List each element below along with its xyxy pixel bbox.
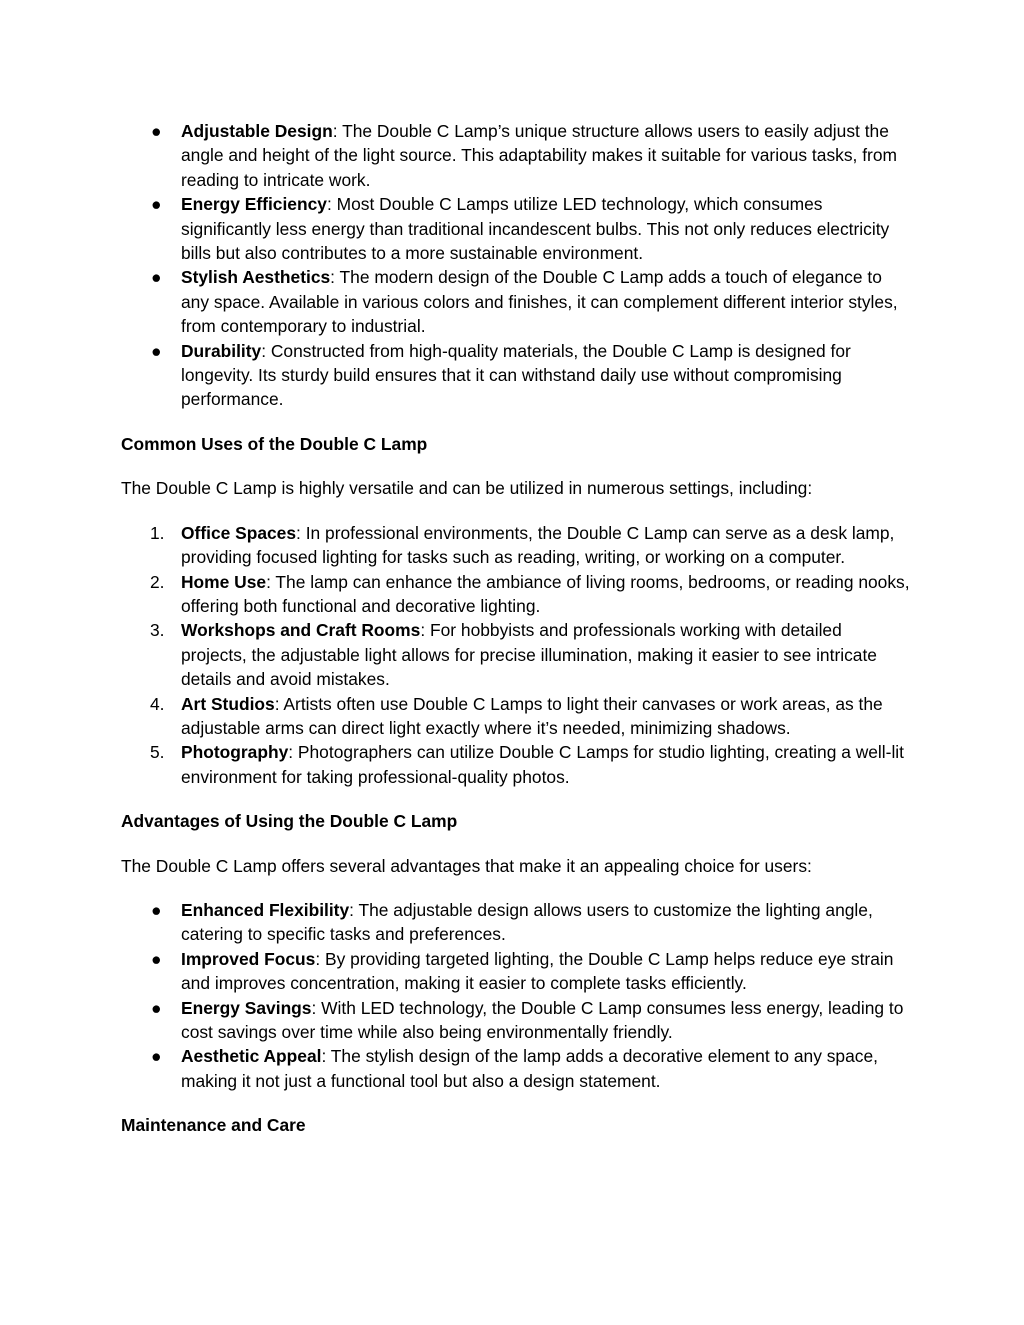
advantages-intro: The Double C Lamp offers several advantages that make it an appealing choice for users: <box>121 855 812 876</box>
item-text: : By providing targeted lighting, the Double C Lamp helps reduce eye strain and improves concentration, making it easier to complete tasks efficiently. <box>181 948 894 994</box>
item-text: : For hobbyists and professionals working with detailed projects, the adjustable light allows for precise illumination, making it easier to see intricate details and avoid mistakes. <box>181 620 877 690</box>
item-text: : The Double C Lamp’s unique structure allows users to easily adjust the angle and height of the light source. This adaptability makes it suitable for various tasks, from reading to intricate work. <box>181 121 897 190</box>
section-heading-maintenance: Maintenance and Care <box>121 1115 306 1136</box>
list-item <box>121 996 911 1045</box>
item-title: Energy Savings <box>181 997 312 1018</box>
item-text: : Photographers can utilize Double C Lamps for studio lighting, creating a well-lit environment for taking professional-quality photos. <box>181 742 905 787</box>
list-item <box>121 339 911 412</box>
bullet-icon: ● <box>151 948 162 969</box>
list-number: 3. <box>150 620 165 641</box>
list-item <box>121 119 911 192</box>
uses-intro: The Double C Lamp is highly versatile and can be utilized in numerous settings, including: <box>121 478 813 499</box>
item-title: Improved Focus <box>181 948 316 969</box>
features-list <box>121 119 911 412</box>
item-title: Enhanced Flexibility <box>181 899 350 920</box>
section-heading-advantages: Advantages of Using the Double C Lamp <box>121 811 458 832</box>
item-title: Adjustable Design <box>181 121 333 141</box>
list-number: 2. <box>150 571 165 592</box>
bullet-icon: ● <box>151 899 162 920</box>
list-number: 5. <box>150 742 165 763</box>
item-text: : In professional environments, the Double C Lamp can serve as a desk lamp, providing focused lighting for tasks such as reading, writing, or working on a computer. <box>181 522 895 568</box>
bullet-icon: ● <box>151 1046 162 1067</box>
item-text: : The lamp can enhance the ambiance of living rooms, bedrooms, or reading nooks, offering both functional and decorative lighting. <box>181 571 910 616</box>
item-text: : Most Double C Lamps utilize LED technology, which consumes significantly less energy than traditional incandescent bulbs. This not only reduces electricity bills but also contributes to a more sustainable environment. <box>181 194 890 264</box>
item-title: Stylish Aesthetics <box>181 267 331 288</box>
section-heading-uses: Common Uses of the Double C Lamp <box>121 433 428 454</box>
uses-list <box>121 521 911 789</box>
list-item <box>121 265 911 338</box>
item-text: : Constructed from high-quality materials, the Double C Lamp is designed for longevity. Its sturdy build ensures that it can withstand daily use without compromising performance. <box>181 340 851 410</box>
bullet-icon: ● <box>151 267 162 288</box>
bullet-icon: ● <box>151 121 162 141</box>
list-item <box>121 521 911 570</box>
list-item <box>121 618 911 691</box>
list-item <box>121 740 911 789</box>
bullet-icon: ● <box>151 194 162 215</box>
item-title: Office Spaces <box>181 522 297 543</box>
item-text: : The stylish design of the lamp adds a decorative element to any space, making it not just a functional tool but also a design statement. <box>181 1046 878 1091</box>
list-item <box>121 1044 911 1093</box>
list-item <box>121 692 911 741</box>
item-title: Durability <box>181 340 262 361</box>
item-title: Home Use <box>181 571 267 592</box>
item-title: Photography <box>181 742 289 763</box>
item-text: : Artists often use Double C Lamps to light their canvases or work areas, as the adjustable arms can direct light exactly where it’s needed, minimizing shadows. <box>181 693 883 738</box>
item-title: Energy Efficiency <box>181 194 327 215</box>
item-title: Workshops and Craft Rooms <box>181 620 421 641</box>
list-item <box>121 570 911 619</box>
item-title: Art Studios <box>181 693 275 714</box>
item-text: : The adjustable design allows users to customize the lighting angle, catering to specific tasks and preferences. <box>181 899 873 945</box>
list-number: 1. <box>150 522 165 543</box>
item-text: : The modern design of the Double C Lamp adds a touch of elegance to any space. Available in various colors and finishes, it can complement different interior styles, from contemporary to industrial. <box>181 267 898 337</box>
advantages-list <box>121 898 911 1093</box>
document-body <box>121 119 911 1138</box>
item-title: Aesthetic Appeal <box>181 1046 322 1067</box>
list-item <box>121 947 911 996</box>
bullet-icon: ● <box>151 340 162 361</box>
list-item <box>121 898 911 947</box>
item-text: : With LED technology, the Double C Lamp consumes less energy, leading to cost savings over time while also being environmentally friendly. <box>181 997 904 1042</box>
list-number: 4. <box>150 693 165 714</box>
list-item <box>121 192 911 265</box>
bullet-icon: ● <box>151 997 162 1018</box>
